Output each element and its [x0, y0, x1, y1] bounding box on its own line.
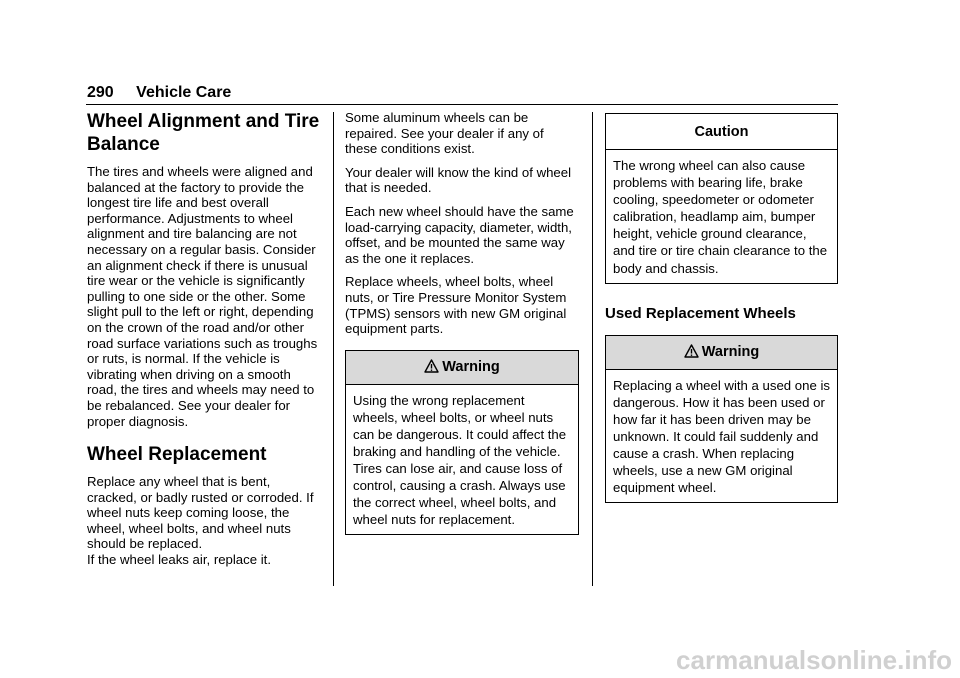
paragraph-new-wheel: Each new wheel should have the same load-carrying capacity, diameter, width, offset, and be mounted the same way as the one it replaces. — [345, 203, 574, 266]
caution-text: The wrong wheel can also cause problems with bearing life, brake cooling, speedometer or odometer calibration, headlamp aim, bumper height, vehicle ground clearance, and tire or tire chain clearance to the body and chassis. — [613, 158, 828, 276]
warning-text: Using the wrong replacement wheels, wheel bolts, or wheel nuts can be dangerous. It could affect the braking and handling of the vehicle. Tires can lose air, and cause loss of control, causing a crash. Always use the correct wheel, wheel bolts, and wheel nuts for replacement. — [353, 392, 567, 528]
paragraph-replace-wheel: Replace any wheel that is bent, cracked, or badly rusted or corroded. If wheel nuts keep coming loose, the wheel, wheel bolts, and wheel nuts should be replaced. — [87, 474, 314, 552]
warning-text: Replacing a wheel with a used one is dangerous. How it has been used or how far it has been driven may be unknown. It could fail suddenly and cause a crash. When replacing wheels, use a new GM original equipment wheel. — [613, 377, 830, 496]
paragraph-leaks-air: If the wheel leaks air, replace it. — [87, 552, 271, 568]
warning-header — [346, 351, 578, 385]
warning-triangle-icon — [684, 344, 699, 363]
warning-header — [606, 336, 837, 370]
warning-box-used-wheels — [605, 335, 838, 504]
heading-wheel-replacement: Wheel Replacement — [87, 444, 267, 466]
warning-box-wrong-wheels — [345, 350, 579, 536]
warning-title: Warning — [701, 343, 760, 360]
column-2 — [345, 110, 579, 535]
heading-used-replacement-wheels: Used Replacement Wheels — [605, 304, 796, 322]
section-title: Vehicle Care — [136, 84, 232, 101]
paragraph-dealer-knows: Your dealer will know the kind of wheel that is needed. — [345, 164, 572, 196]
running-header — [87, 84, 231, 102]
column-divider-2 — [592, 112, 593, 586]
paragraph-alignment: The tires and wheels were aligned and balanced at the factory to provide the longest tire life and best overall performance. Adjustments to wheel alignment and tire balancing are not necessary on a regular basis. Consider an alignment check if there is unusual tire wear or the vehicle is significantly pulling to one side or the other. Some slight pull to the left or right, depending on the crown of the road and/or other road surface variations such as troughs or ruts, is normal. If the vehicle is vibrating when driving on a smooth road, the tires and wheels may need to be rebalanced. See your dealer for proper diagnosis. — [87, 164, 318, 429]
warning-triangle-icon — [424, 359, 439, 378]
paragraph-replace-parts: Replace wheels, wheel bolts, wheel nuts, or Tire Pressure Monitor System (TPMS) sensors with new GM original equipment parts. — [345, 274, 567, 337]
paragraph-aluminum-wheels: Some aluminum wheels can be repaired. See your dealer if any of these conditions exist. — [345, 110, 544, 157]
column-1 — [87, 110, 323, 576]
caution-box — [605, 113, 838, 284]
caution-header: Caution — [606, 114, 837, 150]
warning-title: Warning — [442, 358, 500, 375]
column-divider-1 — [333, 112, 334, 586]
heading-wheel-alignment: Wheel Alignment and Tire Balance — [87, 111, 320, 155]
header-rule — [86, 104, 838, 105]
watermark: carmanualsonline.info — [676, 645, 952, 675]
page-number: 290 — [87, 84, 114, 101]
column-3 — [605, 110, 838, 503]
